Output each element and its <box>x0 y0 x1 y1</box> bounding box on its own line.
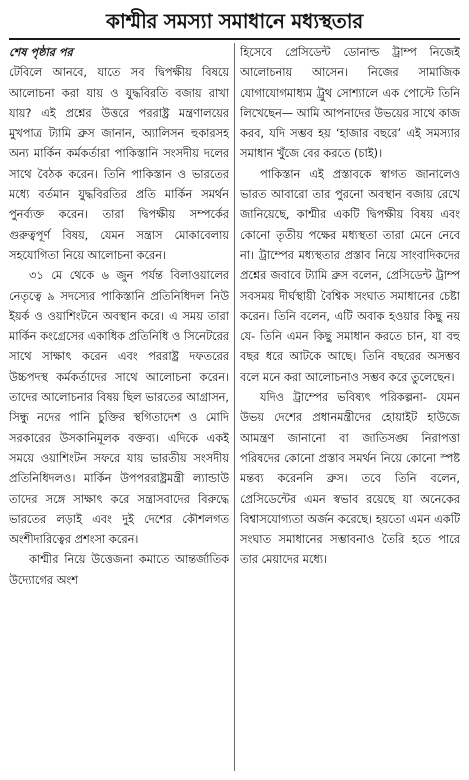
column-divider <box>234 43 235 771</box>
right-column <box>240 43 460 771</box>
paragraph: কাশ্মীর নিয়ে উত্তেজনা কমাতে আন্তর্জাতিক উদ্যোগের অংশ <box>9 553 229 587</box>
paragraph: পাকিস্তান এই প্রস্তাবকে স্বাগত জানালেও ভারত আবারো তার পুরনো অবস্থান বজায় রেখে জানিয়েছে, কাশ্মীর একটি দ্বিপক্ষীয় বিষয় এবং কোনো তৃতীয় পক্ষের মধ্যস্থতা তারা মেনে নেবে না। ট্রাম্পের মধ্যস্থতার প্রস্তাব নিয়ে সাংবাদিকদের প্রশ্নের জবাবে ট্যামি ব্রুস বলেন, প্রেসিডেন্ট ট্রাম্প সবসময় দীর্ঘস্থায়ী বৈশ্বিক সংঘাত সমাধানের চেষ্টা করেন। তিনি বলেন, এটি অবাক হওয়ার কিছু নয় যে- তিনি এমন কিছু সমাধান করতে চান, যা বহু বছর ধরে আটকে আছে। তিনি বছরের অসম্ভব বলে মনে করা আলোচনাও সম্ভব করে তুলেছেন। <box>240 167 460 384</box>
left-column <box>9 43 229 771</box>
paragraph: টেবিলে আনবে, যাতে সব দ্বিপক্ষীয় বিষয়ে আলোচনা করা যায় ও যুদ্ধবিরতি বজায় রাখা যায়? এই প্রশ্নের উত্তরে পররাষ্ট্র মন্ত্রণালয়ের মুখপাত্র ট্যামি ব্রুস জানান, অ্যালিসন হুকারসহ অন্য মার্কিন কর্মকর্তারা পাকিস্তানি সংসদীয় দলের সাথে বৈঠক করেন। তিনি পাকিস্তান ও ভারতের মধ্যে বর্তমান যুদ্ধবিরতির প্রতি মার্কিন সমর্থন পুনর্ব্যক্ত করেন। তারা দ্বিপক্ষীয় সম্পর্কের গুরুত্বপূর্ণ বিষয়, যেমন সন্ত্রাস মোকাবেলায় সহযোগিতা নিয়ে আলোচনা করেন। <box>9 66 229 262</box>
article-body <box>9 43 460 771</box>
headline-rule <box>9 38 460 40</box>
paragraph: হিসেবে প্রেসিডেন্ট ডোনাল্ড ট্রাম্প নিজেই আলোচনায় আসেন। নিজের সামাজিক যোগাযোগমাধ্যম ট্রুথ সোশ্যালে এক পোস্টে তিনি লিখেছেন— আমি আপনাদের উভয়ের সাথে কাজ করব, যদি সম্ভব হয় ‘হাজার বছরে’ এই সমস্যার সমাধান খুঁজে বের করতে (চাই)। <box>240 46 460 161</box>
continued-from-label: শেষ পৃষ্ঠার পর <box>9 46 73 59</box>
paragraph: যদিও ট্রাম্পের ভবিষ্যৎ পরিকল্পনা- যেমন উভয় দেশের প্রধানমন্ত্রীদের হোয়াইট হাউজে আমন্ত্রণ জানানো বা জাতিসঙ্ঘ নিরাপত্তা পরিষদের কোনো প্রস্তাব সমর্থন নিয়ে কোনো স্পষ্ট মন্তব্য করেননি ব্রুস। তবে তিনি বলেন, প্রেসিডেন্টের এমন স্বভাব রয়েছে যা অনেকের বিশ্বাসযোগ্যতা অর্জন করেছে। হয়তো এমন একটি সংঘাত সমাধানের সম্ভাবনাও তৈরি হতে পারে তার মেয়াদের মধ্যে। <box>240 391 460 567</box>
headline: কাশ্মীর সমস্যা সমাধানে মধ্যস্থতার <box>106 9 363 33</box>
paragraph: ৩১ মে থেকে ৬ জুন পর্যন্ত বিলাওয়ালের নেতৃত্বে ৯ সদস্যের পাকিস্তানি প্রতিনিধিদল নিউ ইয়র্ক ও ওয়াশিংটনে অবস্থান করে। এ সময় তারা মার্কিন কংগ্রেসের একাধিক প্রতিনিধি ও সিনেটরের সাথে সাক্ষাৎ করেন এবং পররাষ্ট্র দফতরের উচ্চপদস্থ কর্মকর্তাদের সাথে আলোচনা করেন। তাদের আলোচনার বিষয় ছিল ভারতের আগ্রাসন, সিন্ধু নদের পানি চুক্তির স্থগিতাদেশ ও মোদি সরকারের উসকানিমূলক বক্তব্য। এদিকে একই সময়ে ওয়াশিংটন সফরে যায় ভারতীয় সংসদীয় প্রতিনিধিদলও। মার্কিন উপপররাষ্ট্রমন্ত্রী ল্যান্ডাউ তাদের সঙ্গে সাক্ষাৎ করে সন্ত্রাসবাদের বিরুদ্ধে ভারতের লড়াই এবং দুই দেশের কৌশলগত অংশীদারিত্বের প্রশংসা করেন। <box>9 269 229 547</box>
